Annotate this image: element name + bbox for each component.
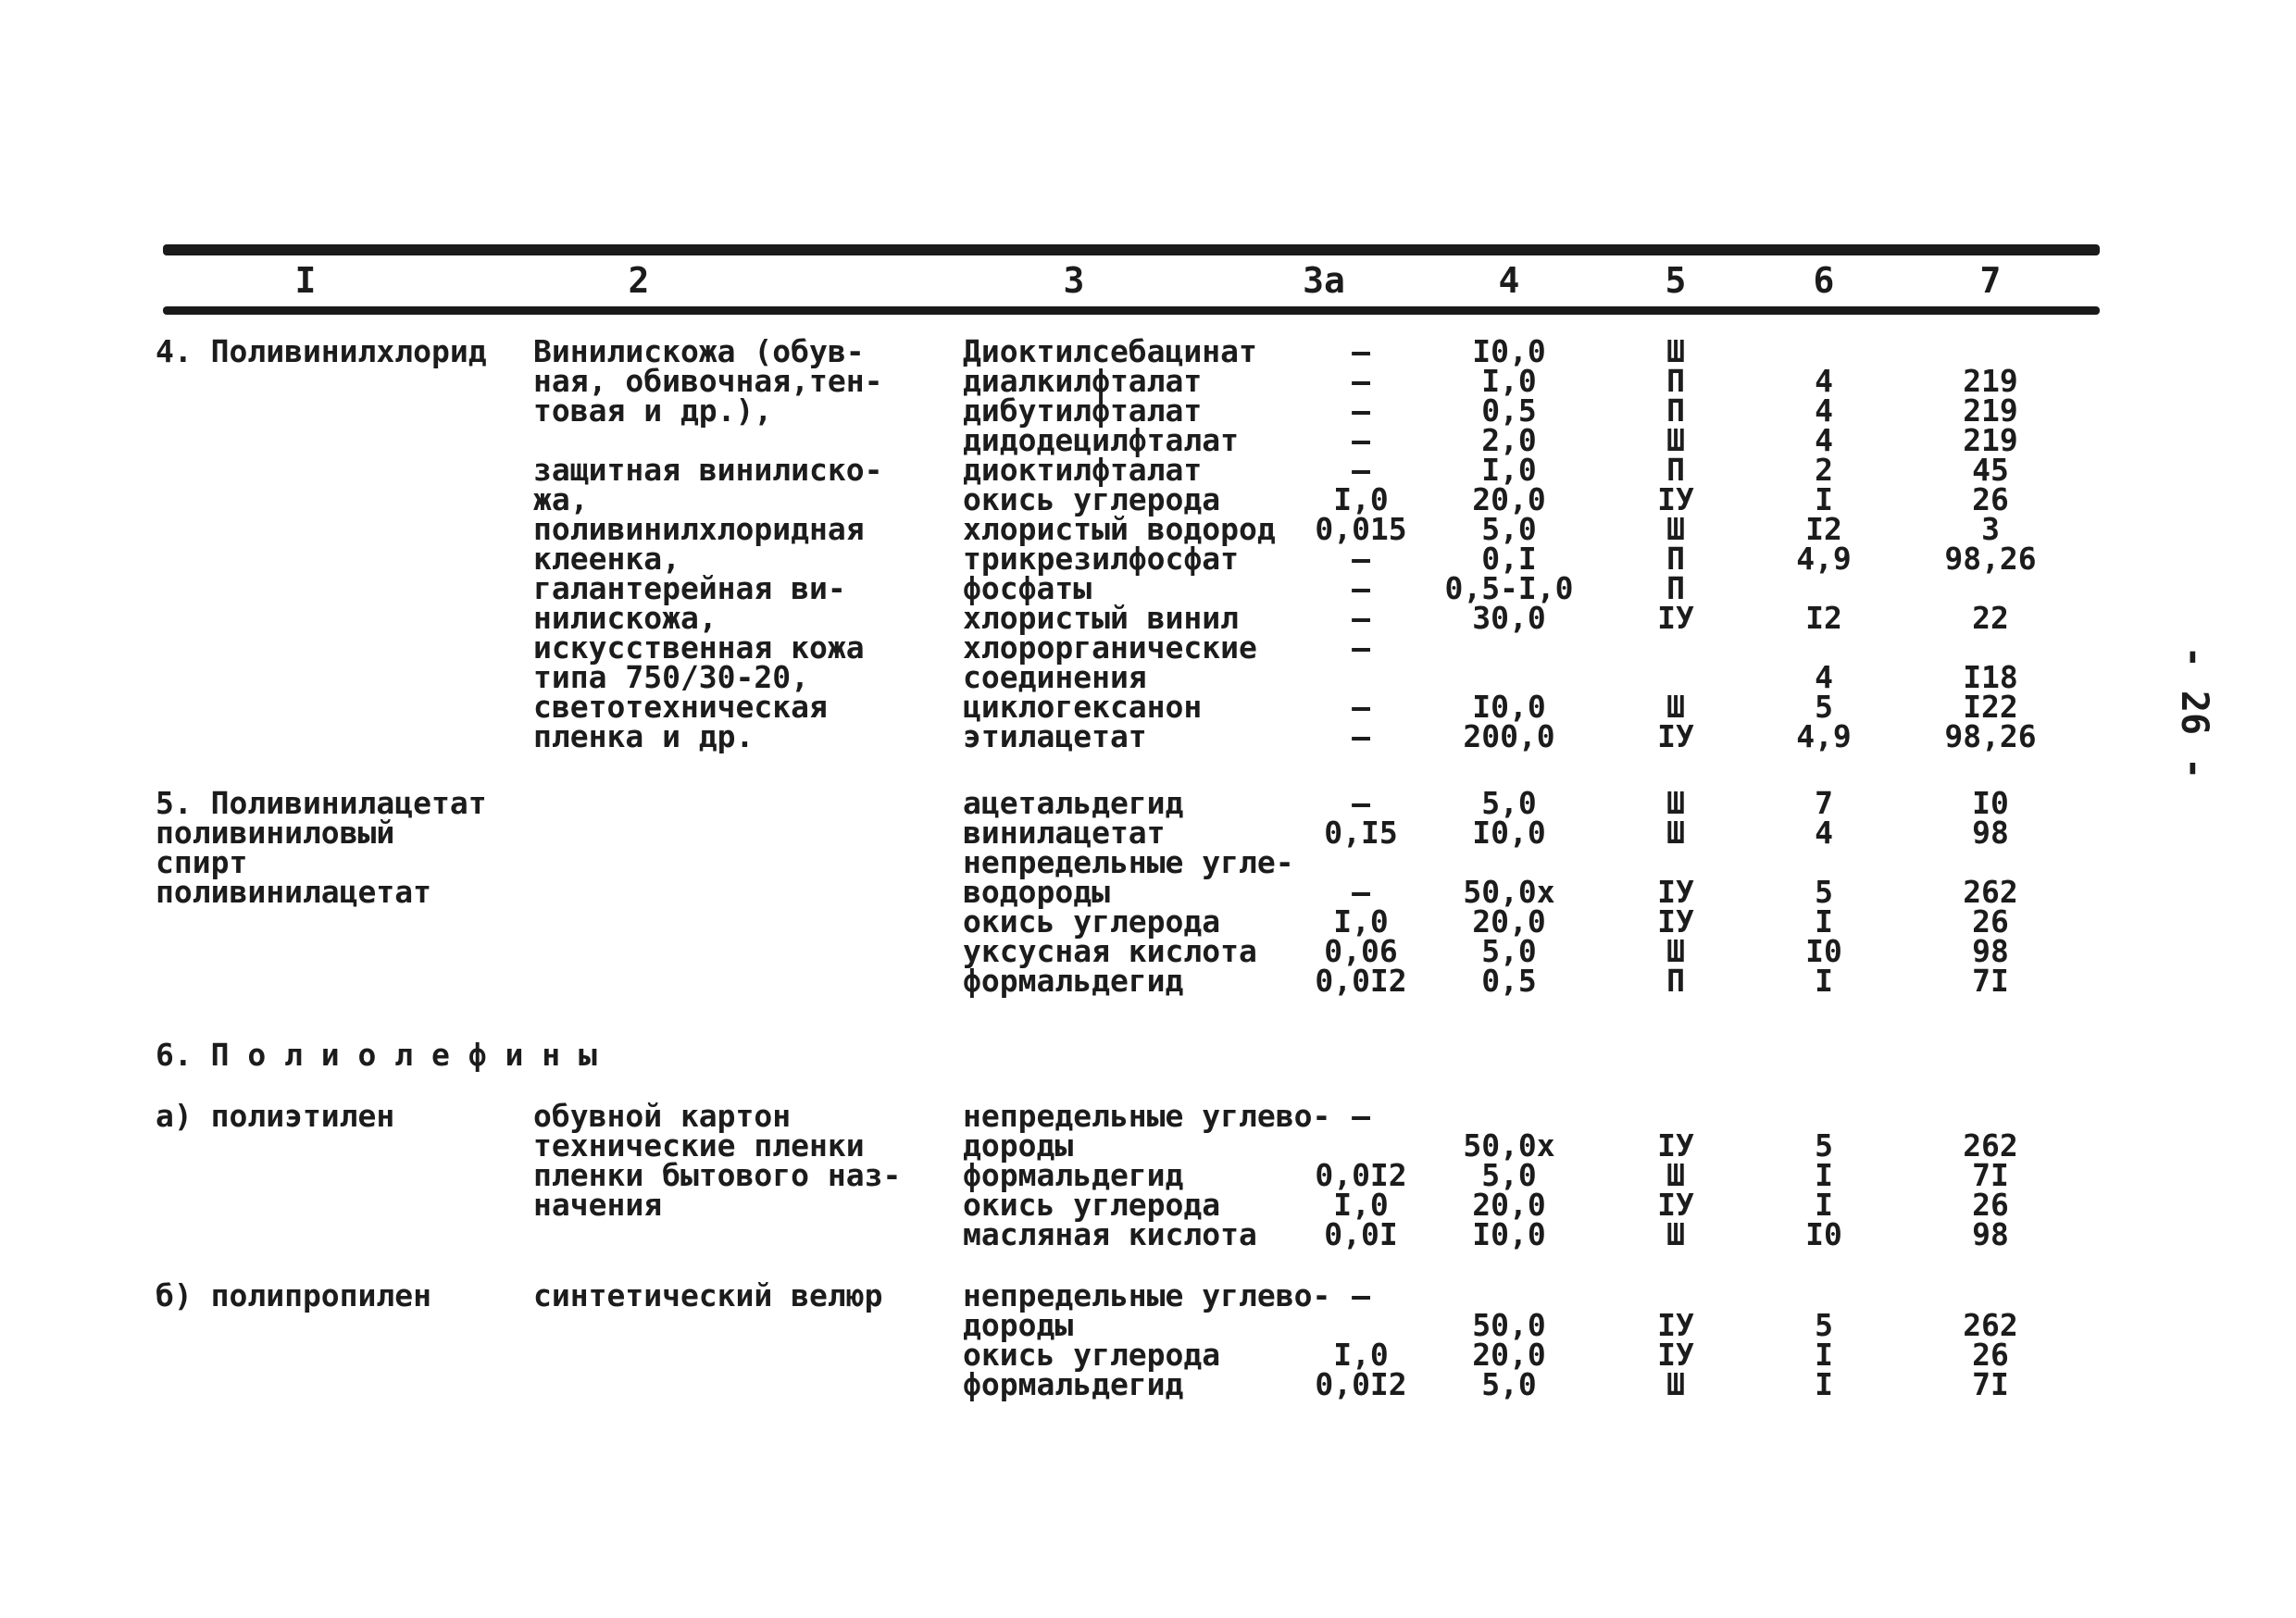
table-cell-line: 4,9 bbox=[1796, 718, 1852, 754]
table-cell-line: 5. Поливинилацетат bbox=[156, 785, 487, 821]
table-cell-line: П bbox=[1666, 452, 1685, 488]
table-cell-line: I0,0 bbox=[1472, 1216, 1546, 1252]
table-cell-line: I0 bbox=[1972, 785, 2009, 821]
table-cell-line: 4 bbox=[1815, 392, 1833, 429]
table-cell-line: окись углерода bbox=[963, 1187, 1221, 1223]
table-cell-line: синтетический велюр bbox=[533, 1277, 883, 1313]
table-cell-line: галантерейная ви- bbox=[533, 570, 846, 606]
table-cell-line: 262 bbox=[1963, 1127, 2018, 1164]
table-cell-line: 219 bbox=[1963, 363, 2018, 399]
table-cell-line: 98,26 bbox=[1944, 718, 2037, 754]
table-cell-line: I0 bbox=[1805, 933, 1842, 969]
table-cell-line: I bbox=[1815, 1157, 1833, 1193]
table-cell-line: I,0 bbox=[1333, 1187, 1389, 1223]
table-cell-line: хлорорганические bbox=[963, 629, 1257, 666]
table-cell-line: – bbox=[1352, 1098, 1370, 1134]
table-cell-line: 262 bbox=[1963, 874, 2018, 910]
table-cell-line bbox=[1407, 633, 1611, 663]
table-cell-line: 5,0 bbox=[1481, 1366, 1537, 1402]
table-cell-line: 7I bbox=[1972, 963, 2009, 999]
table-cell-line: I0,0 bbox=[1472, 333, 1546, 369]
table-cell-line: Диоктилсебацинат bbox=[963, 333, 1257, 369]
table-cell-line: I bbox=[1815, 1337, 1833, 1373]
table-cell-line: дороды bbox=[963, 1127, 1074, 1164]
table-cell-line: 4 bbox=[1815, 363, 1833, 399]
table-cell-line: 50,0 bbox=[1472, 1307, 1546, 1343]
table-cell-line: 20,0 bbox=[1472, 903, 1546, 940]
table-cell-line: непредельные углево- bbox=[963, 1098, 1331, 1134]
table-cell-line: I,0 bbox=[1481, 363, 1537, 399]
header-col-3: 3 bbox=[1063, 260, 1085, 301]
table-cell-line: I0,0 bbox=[1472, 815, 1546, 851]
table-cell-line: IУ bbox=[1657, 718, 1694, 754]
table-cell-line: – bbox=[1352, 629, 1370, 666]
table-cell-line: дороды bbox=[963, 1307, 1074, 1343]
table-cell-line: 2 bbox=[1815, 452, 1833, 488]
table-cell-line: П bbox=[1666, 963, 1685, 999]
table-cell-line: а) полиэтилен bbox=[156, 1098, 395, 1134]
table-cell-line: непредельные угле- bbox=[963, 844, 1294, 880]
table-header-rule bbox=[163, 306, 2100, 315]
header-col-2: 2 bbox=[628, 260, 650, 301]
table-cell-line: поливинилацетат bbox=[156, 874, 432, 910]
table-cell-line: – bbox=[1352, 1277, 1370, 1313]
table-cell-line: Ш bbox=[1666, 1366, 1685, 1402]
table-cell-line: 20,0 bbox=[1472, 481, 1546, 517]
table-cell-line: 0,5 bbox=[1481, 963, 1537, 999]
table-cell-line: 26 bbox=[1972, 481, 2009, 517]
header-col-4: 4 bbox=[1498, 260, 1520, 301]
table-cell-line: Ш bbox=[1666, 785, 1685, 821]
table-cell-line: 7I bbox=[1972, 1366, 2009, 1402]
table-cell-line: хлористый винил bbox=[963, 600, 1240, 636]
table-cell-line: уксусная кислота bbox=[963, 933, 1257, 969]
table-cell-line: 3 bbox=[1981, 511, 2000, 547]
table-cell-line: 0,06 bbox=[1324, 933, 1398, 969]
table-cell-line: начения bbox=[533, 1187, 663, 1223]
table-cell-line: I,0 bbox=[1333, 1337, 1389, 1373]
table-cell-line: I bbox=[1815, 903, 1833, 940]
page-number: - 26 - bbox=[2173, 645, 2215, 780]
table-cell-line: IУ bbox=[1657, 1127, 1694, 1164]
table-cell-line: Ш bbox=[1666, 511, 1685, 547]
table-cell-line: 5 bbox=[1815, 1127, 1833, 1164]
table-cell-line: диоктилфталат bbox=[963, 452, 1203, 488]
table-cell-line: ная, обивочная,тен- bbox=[533, 363, 883, 399]
table-cell-line: 5 bbox=[1815, 874, 1833, 910]
table-cell-line: Ш bbox=[1666, 1216, 1685, 1252]
table-cell-line: 219 bbox=[1963, 392, 2018, 429]
table-cell-line: 5,0 bbox=[1481, 933, 1537, 969]
table-cell-line: I,0 bbox=[1481, 452, 1537, 488]
table-cell-line: П bbox=[1666, 570, 1685, 606]
table-cell-line: поливинилхлоридная bbox=[533, 511, 865, 547]
table-cell-line: – bbox=[1352, 718, 1370, 754]
table-cell-line: б) полипропилен bbox=[156, 1277, 432, 1313]
table-cell-line: защитная винилиско- bbox=[533, 452, 883, 488]
table-cell-line: – bbox=[1352, 333, 1370, 369]
table-cell-line: формальдегид bbox=[963, 1157, 1184, 1193]
header-col-1: I bbox=[294, 260, 317, 301]
table-cell-line: 5 bbox=[1815, 689, 1833, 725]
table-cell-line: 4 bbox=[1815, 815, 1833, 851]
table-cell-line: пленки бытового наз- bbox=[533, 1157, 902, 1193]
table-cell-line: 5,0 bbox=[1481, 785, 1537, 821]
table-cell-line: 98 bbox=[1972, 1216, 2009, 1252]
table-cell-line: Ш bbox=[1666, 1157, 1685, 1193]
table-cell-line: Ш bbox=[1666, 933, 1685, 969]
table-cell-line: 20,0 bbox=[1472, 1187, 1546, 1223]
table-cell-line: 0,5 bbox=[1481, 392, 1537, 429]
table-cell-line: спирт bbox=[156, 844, 248, 880]
table-cell-line: 4 bbox=[1815, 659, 1833, 695]
table-cell-line: I22 bbox=[1963, 689, 2018, 725]
table-cell-line bbox=[1620, 633, 1731, 663]
table-cell-line: I0 bbox=[1805, 1216, 1842, 1252]
table-cell-line: I bbox=[1815, 1187, 1833, 1223]
table-cell-line: I bbox=[1815, 1366, 1833, 1402]
table-cell-line: 0,5-I,0 bbox=[1444, 570, 1574, 606]
table-cell-line: 45 bbox=[1972, 452, 2009, 488]
table-cell-line: 98 bbox=[1972, 933, 2009, 969]
table-cell-line: товая и др.), bbox=[533, 392, 773, 429]
table-cell-line: I2 bbox=[1805, 511, 1842, 547]
table-cell-line: формальдегид bbox=[963, 1366, 1184, 1402]
table-cell-line: 98,26 bbox=[1944, 541, 2037, 577]
table-cell-line: обувной картон bbox=[533, 1098, 792, 1134]
header-col-3a: 3а bbox=[1303, 260, 1345, 301]
table-cell-line: 0,015 bbox=[1315, 511, 1407, 547]
table-cell-line: дибутилфталат bbox=[963, 392, 1203, 429]
table-cell-line: – bbox=[1352, 363, 1370, 399]
table-cell-line: 6. П о л и о л е ф и н ы bbox=[156, 1037, 597, 1073]
table-cell-line: 4 bbox=[1815, 422, 1833, 458]
table-cell-line: – bbox=[1352, 785, 1370, 821]
table-cell-line: I bbox=[1815, 481, 1833, 517]
table-cell-line: П bbox=[1666, 541, 1685, 577]
table-cell-line: Винилискожа (обув- bbox=[533, 333, 865, 369]
table-cell-line: водороды bbox=[963, 874, 1110, 910]
table-cell-line: IУ bbox=[1657, 874, 1694, 910]
table-cell-line: винилацетат bbox=[963, 815, 1166, 851]
table-cell-line: Ш bbox=[1666, 689, 1685, 725]
table-cell-line: I18 bbox=[1963, 659, 2018, 695]
table-cell-line: Ш bbox=[1666, 815, 1685, 851]
table-cell-line: типа 750/30-20, bbox=[533, 659, 810, 695]
table-cell-line: IУ bbox=[1657, 1307, 1694, 1343]
table-cell-line: 0,0I2 bbox=[1315, 1157, 1407, 1193]
table-cell-line: Ш bbox=[1666, 422, 1685, 458]
table-cell-line: непредельные углево- bbox=[963, 1277, 1331, 1313]
table-cell-line: – bbox=[1352, 874, 1370, 910]
table-cell-line: 0,0I2 bbox=[1315, 1366, 1407, 1402]
header-col-5: 5 bbox=[1665, 260, 1687, 301]
table-cell-line: поливиниловый bbox=[156, 815, 395, 851]
table-cell-line: 26 bbox=[1972, 1337, 2009, 1373]
table-cell-line: окись углерода bbox=[963, 481, 1221, 517]
table-cell-line: IУ bbox=[1657, 903, 1694, 940]
table-cell-line: 0,0I bbox=[1324, 1216, 1398, 1252]
table-cell-line: 7 bbox=[1815, 785, 1833, 821]
table-cell-line: диалкилфталат bbox=[963, 363, 1203, 399]
table-cell-line: этилацетат bbox=[963, 718, 1147, 754]
table-cell-line: 50,0х bbox=[1463, 1127, 1555, 1164]
table-cell-line: нилискожа, bbox=[533, 600, 718, 636]
table-cell-line: искусственная кожа bbox=[533, 629, 865, 666]
table-cell-line: – bbox=[1352, 392, 1370, 429]
table-cell-line: пленка и др. bbox=[533, 718, 755, 754]
table-cell-line: окись углерода bbox=[963, 1337, 1221, 1373]
table-cell-line: хлористый водород bbox=[963, 511, 1276, 547]
table-cell-line: – bbox=[1352, 689, 1370, 725]
table-cell-line: 2,0 bbox=[1481, 422, 1537, 458]
table-cell-line: 5,0 bbox=[1481, 1157, 1537, 1193]
table-cell-line: 0,I5 bbox=[1324, 815, 1398, 851]
table-cell-line: IУ bbox=[1657, 1337, 1694, 1373]
table-cell-line: П bbox=[1666, 363, 1685, 399]
table-cell-line: 200,0 bbox=[1463, 718, 1555, 754]
table-cell-line: – bbox=[1352, 600, 1370, 636]
table-cell-line: 5 bbox=[1815, 1307, 1833, 1343]
table-cell-line: 219 bbox=[1963, 422, 2018, 458]
table-cell-line: 7I bbox=[1972, 1157, 2009, 1193]
table-cell-line: 0,0I2 bbox=[1315, 963, 1407, 999]
table-cell-line: 4. Поливинилхлорид bbox=[156, 333, 487, 369]
table-cell-line: дидодецилфталат bbox=[963, 422, 1240, 458]
table-cell-line: 5,0 bbox=[1481, 511, 1537, 547]
header-col-7: 7 bbox=[1979, 260, 2002, 301]
table-cell-line: I2 bbox=[1805, 600, 1842, 636]
table-cell-line: соединения bbox=[963, 659, 1147, 695]
table-cell-line: масляная кислота bbox=[963, 1216, 1257, 1252]
header-col-6: 6 bbox=[1813, 260, 1835, 301]
table-cell-line: IУ bbox=[1657, 600, 1694, 636]
table-cell-line: 0,I bbox=[1481, 541, 1537, 577]
table-cell-line: 30,0 bbox=[1472, 600, 1546, 636]
table-cell-line: I,0 bbox=[1333, 481, 1389, 517]
table-cell-line: Ш bbox=[1666, 333, 1685, 369]
table-cell-line: формальдегид bbox=[963, 963, 1184, 999]
table-cell-line: I bbox=[1815, 963, 1833, 999]
table-cell-line: 4,9 bbox=[1796, 541, 1852, 577]
table-cell-line: – bbox=[1352, 541, 1370, 577]
table-cell-line: ацетальдегид bbox=[963, 785, 1184, 821]
table-cell-line: П bbox=[1666, 392, 1685, 429]
table-cell-line: 20,0 bbox=[1472, 1337, 1546, 1373]
table-cell-line: 26 bbox=[1972, 903, 2009, 940]
table-cell-line: – bbox=[1352, 422, 1370, 458]
table-cell-line: 98 bbox=[1972, 815, 2009, 851]
table-cell-line: трикрезилфосфат bbox=[963, 541, 1240, 577]
table-cell-line: I0,0 bbox=[1472, 689, 1546, 725]
table-cell-line: IУ bbox=[1657, 481, 1694, 517]
table-cell-line: – bbox=[1352, 452, 1370, 488]
table-cell-line: I,0 bbox=[1333, 903, 1389, 940]
table-cell-line: IУ bbox=[1657, 1187, 1694, 1223]
table-cell-line: – bbox=[1352, 570, 1370, 606]
table-cell-line: окись углерода bbox=[963, 903, 1221, 940]
table-cell-line: циклогексанон bbox=[963, 689, 1203, 725]
table-cell-line: 26 bbox=[1972, 1187, 2009, 1223]
table-cell-line: технические пленки bbox=[533, 1127, 865, 1164]
table-top-rule bbox=[163, 244, 2100, 255]
table-cell-line: клеенка, bbox=[533, 541, 680, 577]
table-cell-line: 262 bbox=[1963, 1307, 2018, 1343]
table-cell-line: 50,0х bbox=[1463, 874, 1555, 910]
table-cell-line: 22 bbox=[1972, 600, 2009, 636]
table-cell-line: светотехническая bbox=[533, 689, 828, 725]
table-cell-line: фосфаты bbox=[963, 570, 1092, 606]
table-cell-line: жа, bbox=[533, 481, 589, 517]
